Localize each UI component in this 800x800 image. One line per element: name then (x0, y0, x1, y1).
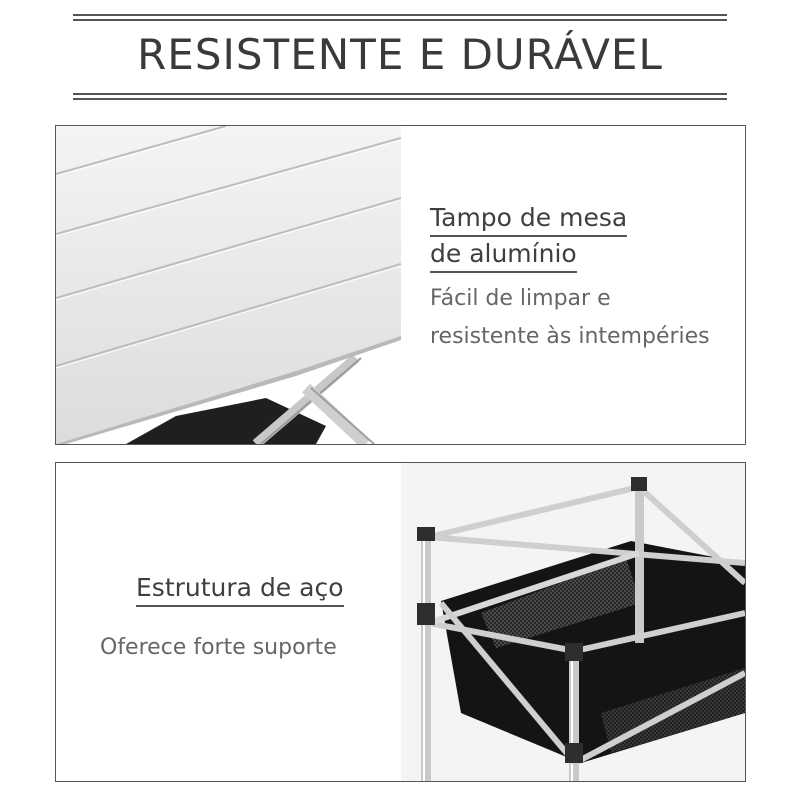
steel-frame-with-net-photo (401, 463, 745, 781)
feature-title-text: Estrutura de aço (136, 571, 344, 607)
feature-desc-line-2: resistente às intempéries (430, 324, 710, 349)
feature-desc-steel-frame: Oferece forte suporte (100, 635, 337, 660)
feature-title-tabletop (430, 201, 627, 273)
feature-panel-tabletop (55, 125, 746, 445)
feature-title-line-1: Tampo de mesa (430, 201, 627, 237)
feature-title-steel-frame (136, 571, 344, 607)
header-bottom-rule-2 (73, 98, 727, 100)
header-top-rule-1 (73, 14, 727, 16)
feature-title-line-2: de alumínio (430, 237, 577, 273)
header-bottom-rule-1 (73, 93, 727, 95)
feature-desc-line-1: Fácil de limpar e (430, 286, 611, 311)
feature-desc-tabletop (430, 280, 710, 356)
feature-panel-steel-frame (55, 462, 746, 782)
page-title: RESISTENTE E DURÁVEL (137, 30, 663, 79)
aluminum-tabletop-photo (56, 126, 401, 444)
header-top-rule-2 (73, 19, 727, 21)
